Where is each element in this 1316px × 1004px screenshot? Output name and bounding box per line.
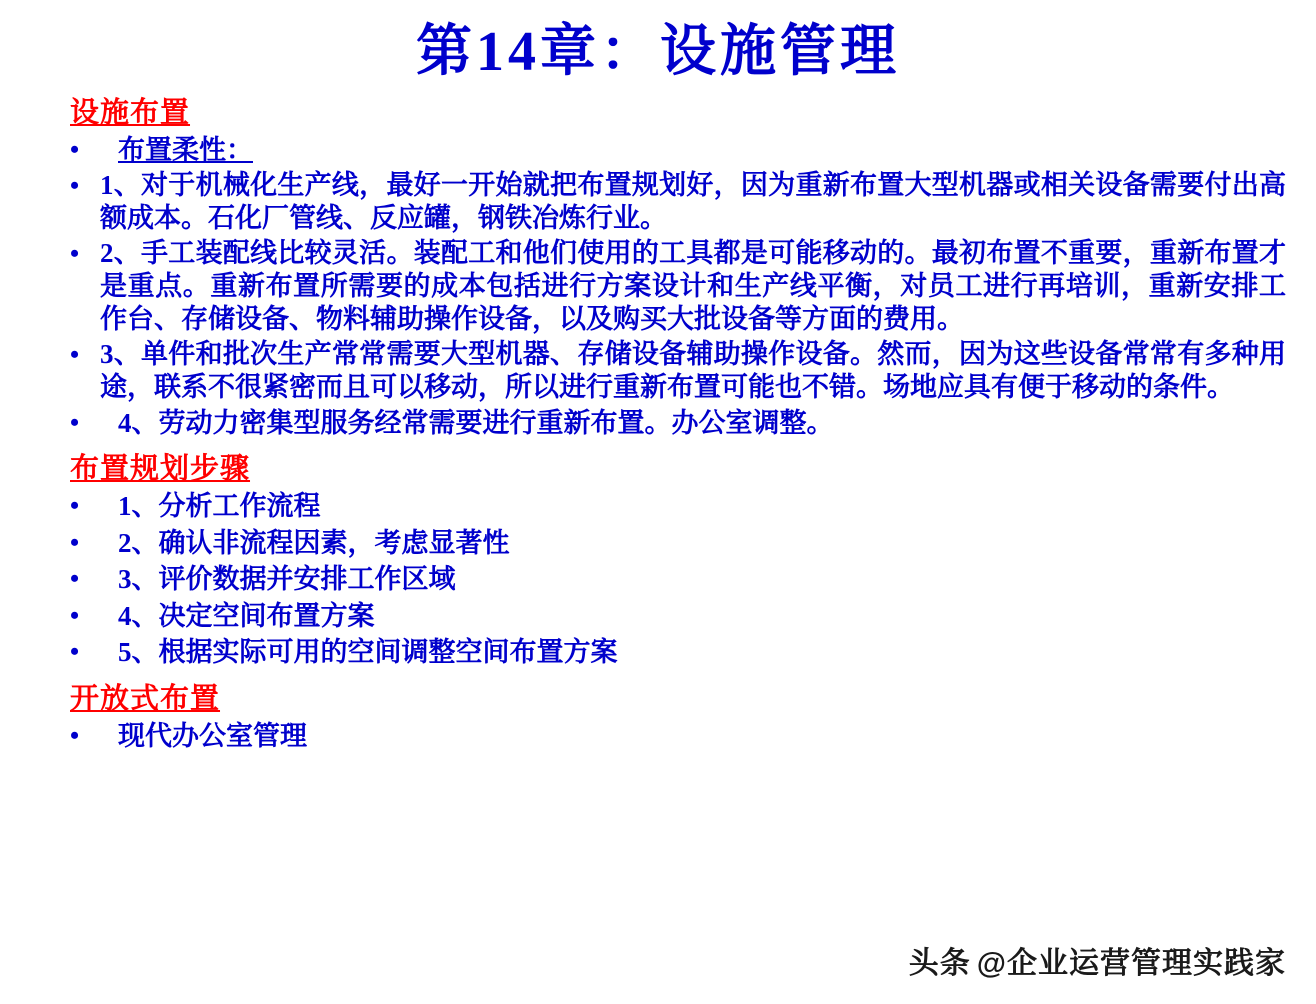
list-item-label: 4、劳动力密集型服务经常需要进行重新布置。办公室调整。 bbox=[118, 407, 834, 438]
bullet-icon: • bbox=[70, 600, 80, 630]
list-item bbox=[56, 526, 1286, 561]
list-item-label: 2、手工装配线比较灵活。装配工和他们使用的工具都是可能移动的。最初布置不重要，重新布置才是重点。重新布置所需要的成本包括进行方案设计和生产线平衡，对员工进行再培训，重新安排工作台、存储设备、物料辅助操作设备，以及购买大批设备等方面的费用。 bbox=[100, 238, 1286, 334]
list-item-label: 布置柔性： bbox=[118, 134, 253, 165]
list-item-label: 1、分析工作流程 bbox=[118, 491, 321, 522]
section-heading-layout-planning-steps: 布置规划步骤 bbox=[70, 453, 251, 486]
list-item bbox=[56, 338, 1286, 404]
watermark bbox=[909, 938, 1286, 982]
list-item bbox=[56, 489, 1286, 524]
list-item bbox=[56, 562, 1286, 597]
list-item-label: 5、根据实际可用的空间调整空间布置方案 bbox=[118, 637, 618, 668]
list-item bbox=[56, 599, 1286, 634]
bullet-icon: • bbox=[70, 134, 80, 164]
section-heading-facility-layout: 设施布置 bbox=[70, 96, 191, 129]
list-item-label: 4、决定空间布置方案 bbox=[118, 600, 375, 631]
list-item bbox=[56, 635, 1286, 670]
bullet-icon: • bbox=[70, 527, 80, 557]
slide-content bbox=[0, 90, 1316, 754]
list-item bbox=[56, 169, 1286, 235]
list-item-label: 3、单件和批次生产常常需要大型机器、存储设备辅助操作设备。然而，因为这些设备常常有多种用途，联系不很紧密而且可以移动，所以进行重新布置可能也不错。场地应具有便于移动的条件。 bbox=[100, 338, 1286, 402]
page-title: 第14章：设施管理 bbox=[416, 21, 900, 83]
bullet-icon: • bbox=[70, 491, 80, 521]
bullet-icon: • bbox=[70, 637, 80, 667]
watermark-text: @企业运营管理实践家 bbox=[976, 947, 1286, 980]
watermark-brand: 头条 bbox=[908, 947, 971, 980]
list-item bbox=[56, 406, 1286, 441]
list-item-label: 2、确认非流程因素，考虑显著性 bbox=[118, 527, 510, 558]
list-item-label: 现代办公室管理 bbox=[118, 720, 307, 751]
list-item-label: 3、评价数据并安排工作区域 bbox=[118, 564, 456, 595]
bullet-icon: • bbox=[70, 171, 80, 201]
list-item-label: 1、对于机械化生产线，最好一开始就把布置规划好，因为重新布置大型机器或相关设备需要付出高额成本。石化厂管线、反应罐，钢铁冶炼行业。 bbox=[100, 170, 1286, 234]
list-item bbox=[56, 133, 1286, 168]
bullet-icon: • bbox=[70, 339, 80, 369]
bullet-icon: • bbox=[70, 407, 80, 437]
list-item bbox=[56, 719, 1286, 754]
section-heading-open-layout: 开放式布置 bbox=[70, 682, 221, 715]
bullet-icon: • bbox=[70, 239, 80, 269]
bullet-icon: • bbox=[70, 564, 80, 594]
list-item bbox=[56, 237, 1286, 336]
slide-canvas bbox=[0, 22, 1316, 1004]
bullet-icon: • bbox=[70, 720, 80, 750]
